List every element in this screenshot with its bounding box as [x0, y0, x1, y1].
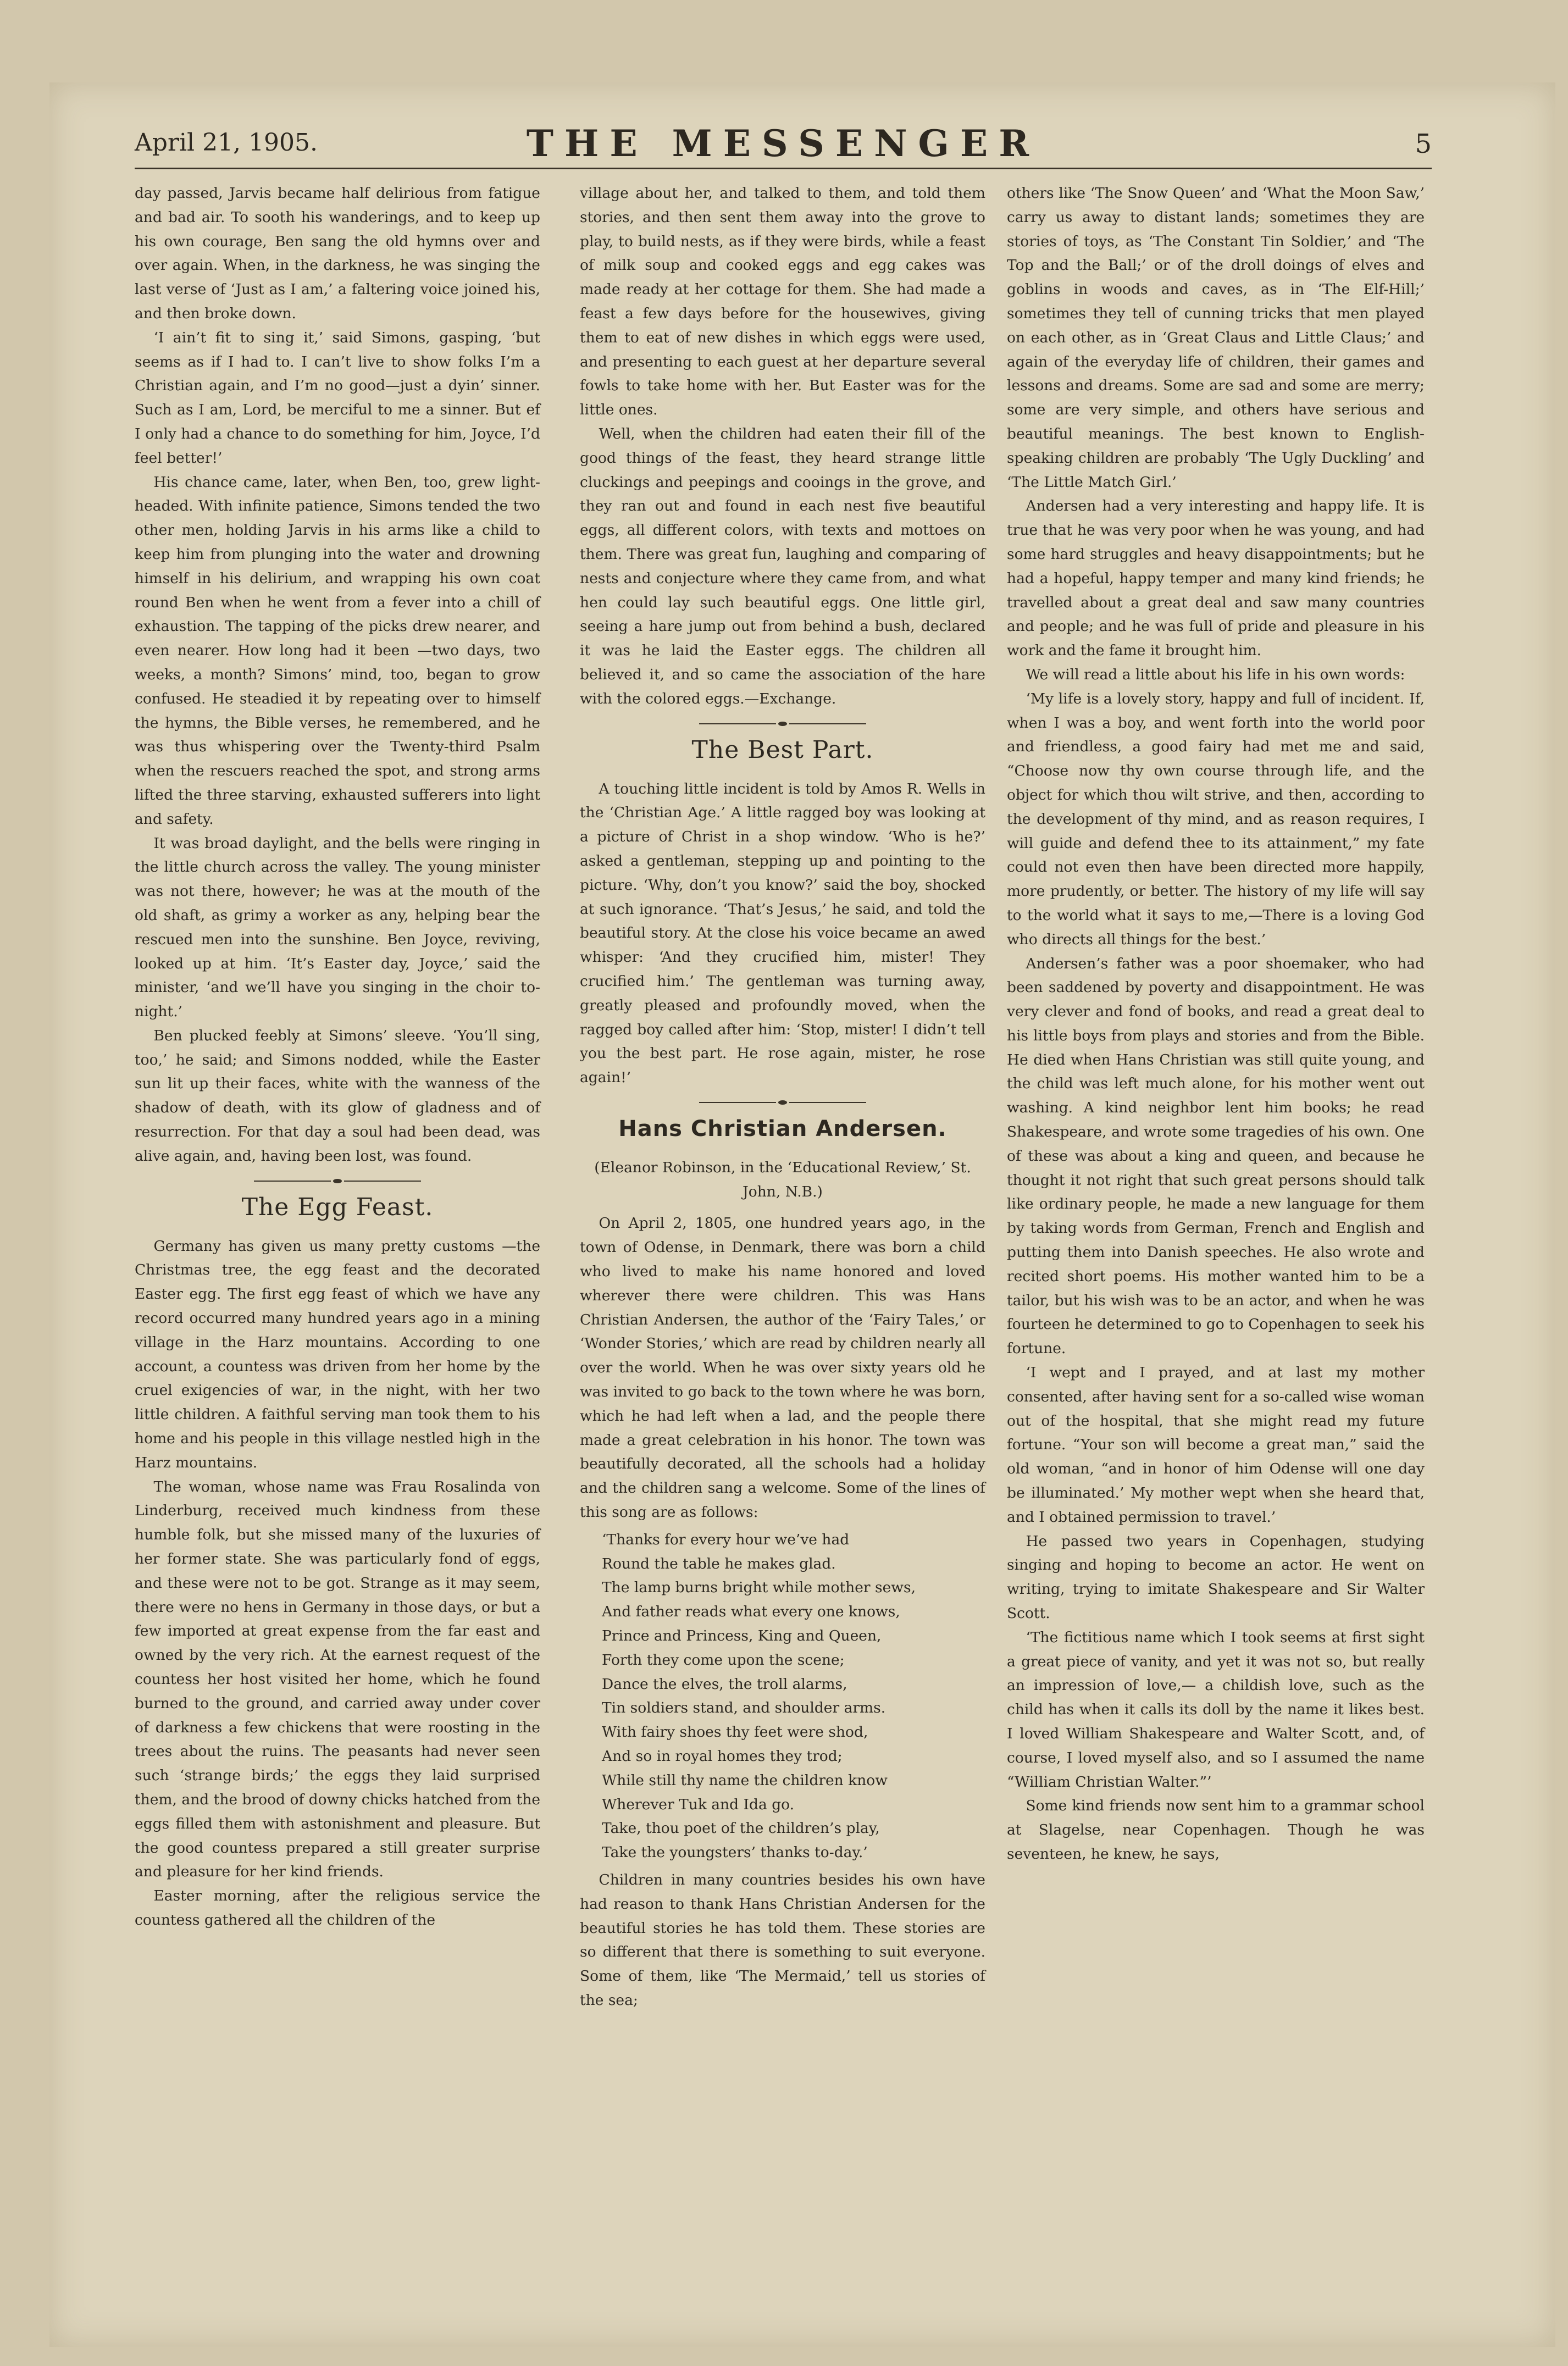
article-title-andersen: Hans Christian Andersen. [618, 1116, 947, 1142]
masthead [135, 122, 1432, 171]
poem-line: The lamp burns bright while mother sews, [602, 1579, 916, 1597]
poem-line: And father reads what every one knows, [602, 1603, 900, 1621]
poem-line: While still thy name the children know [602, 1771, 888, 1789]
paragraph: Easter morning, after the religious service the countess gathered all the children of the [135, 1887, 540, 1929]
poem-line: Dance the elves, the troll alarms, [602, 1675, 847, 1693]
paragraph: village about her, and talked to them, and told them stories, and then sent them away into the grove to play, to build nests, as if they were birds, while a feast of milk soup and cooked eggs and egg cakes was made ready at her cottage for them. She had made a feast a few days before for the housewives, giving them to eat of new dishes in which eggs were used, and presenting to each guest at her departure several fowls to take home with her. But Easter was for the little ones. [580, 185, 985, 419]
section-divider [580, 717, 985, 730]
paragraph: We will read a little about his life in his own words: [1026, 666, 1405, 683]
paragraph: ‘I ain’t fit to sing it,’ said Simons, gasping, ‘but seems as if I had to. I can’t live to show folks I’m a Christian again, and I’m no good—just a dyin’ sinner. Such as I am, Lord, be merciful to me a sinner. But ef I only had a chance to do something for him, Joyce, I’d feel better!’ [135, 329, 540, 467]
column-2 [580, 181, 985, 2013]
poem-line: Forth they come upon the scene; [602, 1651, 845, 1669]
paragraph: His chance came, later, when Ben, too, grew light-headed. With infinite patience, Simons tended the two other men, holding Jarvis in his arms like a child to keep him from plunging into the water and drowning himself in his delirium, and wrapping his own coat round Ben when he went from a fever into a chill of exhaustion. The tapping of the picks drew nearer, and even nearer. How long had it been —two days, two weeks, a month? Simons’ mind, too, began to grow confused. He steadied it by repeating over to himself the hymns, the Bible verses, he remembered, and he was thus whispering over the Twenty-third Psalm when the rescuers reached the spot, and strong arms lifted the three starving, exhausted sufferers into light and safety. [135, 473, 540, 828]
poem-line: Tin soldiers stand, and shoulder arms. [602, 1699, 886, 1717]
masthead-rule [135, 168, 1432, 169]
poem-line: Prince and Princess, King and Queen, [602, 1627, 882, 1645]
issue-date: April 21, 1905. [135, 129, 318, 157]
paragraph: Children in many countries besides his own have had reason to thank Hans Christian Andersen for the beautiful stories he has told them. These stories are so different that there is something to suit everyone. Some of them, like ‘The Mermaid,’ tell us stories of the sea; [580, 1871, 985, 2009]
paragraph: He passed two years in Copenhagen, studying singing and hoping to become an actor. He went on writing, trying to imitate Shakespeare and Sir Walter Scott. [1007, 1532, 1425, 1622]
paragraph: ‘I wept and I prayed, and at last my mother consented, after having sent for a so-called wise woman out of the hospital, that she might read my future fortune. “Your son will become a great man,” said the old woman, “and in honor of him Odense will one day be illuminated.’ My mother wept when she heard that, and I obtained permission to travel.’ [1007, 1364, 1425, 1526]
paragraph: Andersen had a very interesting and happy life. It is true that he was very poor when he was young, and had some hard struggles and heavy disappointments; but he had a hopeful, happy temper and many kind friends; he travelled about a great deal and saw many countries and people; and he was full of pride and pleasure in his work and the fame it brought him. [1007, 497, 1425, 660]
section-divider [135, 1174, 540, 1187]
poem [602, 1528, 985, 1865]
paragraph: Ben plucked feebly at Simons’ sleeve. ‘You’ll sing, too,’ he said; and Simons nodded, while the Easter sun lit up their faces, white with the wanness of the shadow of death, with its glow of gladness and of resurrection. For that day a soul had been dead, was alive again, and, having been lost, was found. [135, 1027, 540, 1165]
paragraph: It was broad daylight, and the bells were ringing in the little church across the valley. The young minister was not there, however; he was at the mouth of the old shaft, as grimy a worker as any, helping bear the rescued men into the sunshine. Ben Joyce, reviving, looked up at him. ‘It’s Easter day, Joyce,’ said the minister, ‘and we’ll have you singing in the choir to-night.’ [135, 834, 540, 1021]
poem-line: And so in royal homes they trod; [602, 1748, 843, 1765]
paragraph: The woman, whose name was Frau Rosalinda von Linderburg, received much kindness from these humble folk, but she missed many of the luxuries of her former state. She was particularly fond of eggs, and these were not to be got. Strange as it may seem, there were no hens in Germany in those days, or but a few imported at great expense from the far east and owned by the very rich. At the earnest request of the countess her host visited her home, which he found burned to the ground, and carried away under cover of darkness a few chickens that were roosting in the trees about the ruins. The peasants had never seen such ‘strange birds;’ the eggs they laid surprised them, and the brood of downy chicks hatched from the eggs filled them with astonishment and pleasure. But the good countess prepared a still greater surprise and pleasure for her kind friends. [135, 1478, 540, 1881]
section-divider [580, 1095, 985, 1109]
paragraph: ‘The fictitious name which I took seems at first sight a great piece of vanity, and yet it was not so, but really an impression of love,— a childish love, such as the child has when it calls its doll by the name it likes best. I loved William Shakespeare and Walter Scott, and, of course, I loved myself also, and so I assumed the name “William Christian Walter.”’ [1007, 1628, 1425, 1791]
newspaper-title: THE MESSENGER [526, 122, 1040, 165]
paragraph: Germany has given us many pretty customs —the Christmas tree, the egg feast and the decorated Easter egg. The first egg feast of which we have any record occurred many hundred years ago in a mining village in the Harz mountains. According to one account, a countess was driven from her home by the cruel exigencies of war, in the night, with her two little children. A faithful serving man took them to his home and his people in this village nestled high in the Harz mountains. [135, 1237, 540, 1471]
paragraph: Well, when the children had eaten their fill of the good things of the feast, they heard strange little cluckings and peepings and cooings in the grove, and they ran out and found in each nest five beautiful eggs, all different colors, with texts and mottoes on them. There was great fun, laughing and comparing of nests and conjecture where they came from, and what hen could lay such beautiful eggs. One little girl, seeing a hare jump out from behind a bush, declared it was he laid the Easter eggs. The children all believed it, and so came the association of the hare with the colored eggs.—Exchange. [580, 425, 985, 707]
poem-line: Take, thou poet of the children’s play, [602, 1820, 880, 1837]
paragraph: A touching little incident is told by Amos R. Wells in the ‘Christian Age.’ A little ragged boy was looking at a picture of Christ in a shop window. ‘Who is he?’ asked a gentleman, stepping up and pointing to the picture. ‘Why, don’t you know?’ said the boy, shocked at such ignorance. ‘That’s Jesus,’ he said, and told the beautiful story. At the close his voice became an awed whisper: ‘And they crucified him, mister! They crucified him.’ The gentleman was turning away, greatly pleased and profoundly moved, when the ragged boy called after him: ‘Stop, mister! I didn’t tell you the best part. He rose again, mister, he rose again!’ [580, 780, 985, 1087]
paragraph: others like ‘The Snow Queen’ and ‘What the Moon Saw,’ carry us away to distant lands; sometimes they are stories of toys, as ‘The Constant Tin Soldier,’ and ‘The Top and the Ball;’ or of the droll doings of elves and goblins in woods and caves, as in ‘The Elf-Hill;’ sometimes they tell of cunning tricks that men played on each other, as in ‘Great Claus and Little Claus;’ and again of the everyday life of children, their games and lessons and dreams. Some are sad and some are merry; some are very simple, and others have serious and beautiful meanings. The best known to English-speaking children are probably ‘The Ugly Duckling’ and ‘The Little Match Girl.’ [1007, 185, 1425, 491]
poem-line: Round the table he makes glad. [602, 1555, 836, 1572]
column-3 [1007, 181, 1425, 1866]
poem-line: With fairy shoes thy feet were shod, [602, 1724, 868, 1741]
poem-line: ‘Thanks for every hour we’ve had [602, 1531, 850, 1548]
paragraph: ‘My life is a lovely story, happy and full of incident. If, when I was a boy, and went forth into the world poor and friendless, a good fairy had met me and said, “Choose now thy own course through life, and the object for which thou wilt strive, and then, according to the development of thy mind, and as reason requires, I will guide and defend thee to its attainment,” my fate could not even then have been directed more happily, more prudently, or better. The history of my life will say to the world what it says to me,—There is a loving God who directs all things for the best.’ [1007, 690, 1425, 948]
article-title-best-part: The Best Part. [691, 735, 874, 764]
paragraph: Some kind friends now sent him to a grammar school at Slagelse, near Copenhagen. Though he was seventeen, he knew, he says, [1007, 1797, 1425, 1863]
poem-line: Wherever Tuk and Ida go. [602, 1796, 795, 1813]
article-title-egg-feast: The Egg Feast. [241, 1193, 434, 1221]
article-byline: (Eleanor Robinson, in the ‘Educational Review,’ St. John, N.B.) [594, 1159, 971, 1200]
paragraph: day passed, Jarvis became half delirious from fatigue and bad air. To sooth his wanderings, and to keep up his own courage, Ben sang the old hymns over and over again. When, in the darkness, he was singing the last verse of ‘Just as I am,’ a faltering voice joined his, and then broke down. [135, 185, 540, 322]
page-number: 5 [1415, 129, 1432, 159]
paragraph: On April 2, 1805, one hundred years ago, in the town of Odense, in Denmark, there was born a child who lived to make his name honored and loved wherever there were children. This was Hans Christian Andersen, the author of the ‘Fairy Tales,’ or ‘Wonder Stories,’ which are read by children nearly all over the world. When he was over sixty years old he was invited to go back to the town where he was born, which he had left when a lad, and the people there made a great celebration in his honor. The town was beautifully decorated, all the schools had a holiday and the children sang a welcome. Some of the lines of this song are as follows: [580, 1215, 985, 1521]
paragraph: Andersen’s father was a poor shoemaker, who had been saddened by poverty and disappointment. He was very clever and fond of books, and read a great deal to his little boys from plays and stories and from the Bible. He died when Hans Christian was still quite young, and the child was left much alone, for his mother went out washing. A kind neighbor lent him books; he read Shakespeare, and wrote some tragedies of his own. One of these was about a king and queen, and because he thought it not right that such great persons should talk like ordinary people, he made a new language for them by taking words from German, French and English and putting them into Danish speeches. He also wrote and recited short poems. His mother wanted him to be a tailor, but his wish was to be an actor, and when he was fourteen he determined to go to Copenhagen to seek his fortune. [1007, 955, 1425, 1357]
column-1 [135, 181, 540, 1932]
poem-line: Take the youngsters’ thanks to-day.’ [602, 1844, 868, 1861]
